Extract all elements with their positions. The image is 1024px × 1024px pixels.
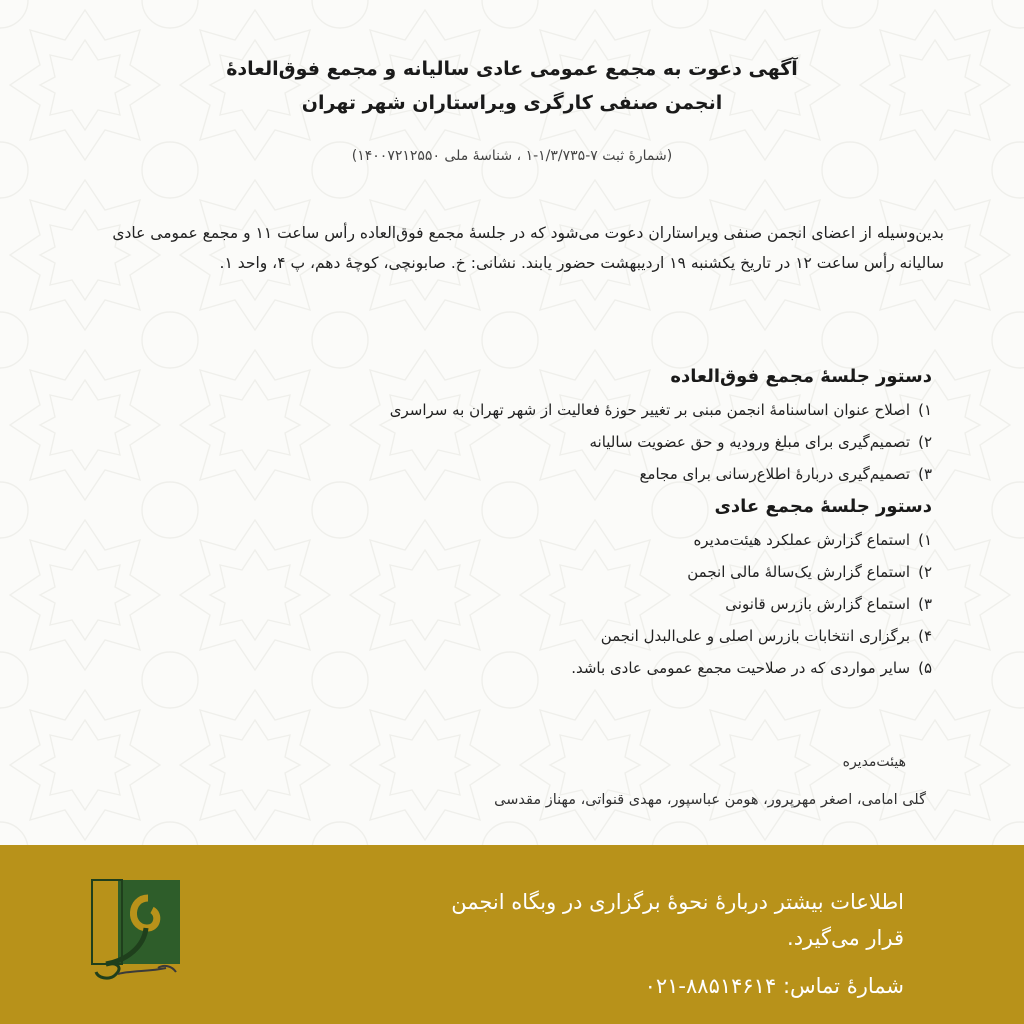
- list-item: [92, 426, 932, 458]
- item-text: تصمیم‌گیری برای مبلغ ورودیه و حق عضویت سالیانه: [589, 433, 911, 451]
- item-number: ۴): [918, 627, 932, 645]
- extraordinary-agenda-heading: دستور جلسهٔ مجمع فوق‌العاده: [670, 366, 932, 387]
- footer-info-line-2: قرار می‌گیرد.: [787, 926, 904, 950]
- title-line-2: انجمن صنفی کارگری ویراستاران شهر تهران: [301, 92, 723, 114]
- notice-title: [0, 52, 1024, 120]
- ordinary-agenda-list: [92, 524, 932, 684]
- item-text: تصمیم‌گیری دربارهٔ اطلاع‌رسانی برای مجامع: [639, 465, 911, 483]
- list-item: [92, 458, 932, 490]
- list-item: [92, 556, 932, 588]
- ordinary-agenda-heading: دستور جلسهٔ مجمع عادی: [714, 496, 932, 517]
- item-text: استماع گزارش یک‌سالهٔ مالی انجمن: [687, 563, 911, 581]
- phone-label: شمارهٔ تماس:: [782, 974, 904, 998]
- item-number: ۳): [918, 465, 932, 483]
- extraordinary-agenda-list: [92, 394, 932, 490]
- list-item: [92, 652, 932, 684]
- item-number: ۲): [918, 563, 932, 581]
- item-number: ۱): [918, 401, 932, 419]
- item-number: ۱): [918, 531, 932, 549]
- agenda: [92, 360, 932, 684]
- item-text: استماع گزارش بازرس قانونی: [725, 595, 911, 613]
- item-text: اصلاح عنوان اساسنامهٔ انجمن مبنی بر تغییر حوزهٔ فعالیت از شهر تهران به سراسری: [389, 401, 911, 419]
- board-members: گلی امامی، اصغر مهرپرور، هومن عباسپور، مهدی قنواتی، مهناز مقدسی: [494, 792, 926, 808]
- board-title: هیئت‌مدیره: [842, 754, 906, 770]
- phone-number: ۰۲۱-۸۸۵۱۴۶۱۴: [644, 974, 777, 998]
- list-item: [92, 524, 932, 556]
- item-number: ۵): [918, 659, 932, 677]
- list-item: [92, 588, 932, 620]
- footer-info: [304, 884, 904, 1004]
- list-item: [92, 620, 932, 652]
- footer-info-line-1: اطلاعات بیشتر دربارهٔ نحوهٔ برگزاری در وبگاه انجمن: [451, 890, 904, 914]
- intro-paragraph: بدین‌وسیله از اعضای انجمن صنفی ویراستاران دعوت می‌شود که در جلسهٔ مجمع فوق‌العاده رأس ساعت ۱۱ و مجمع عمومی عادی سالیانه رأس ساعت ۱۲ در تاریخ یکشنبه ۱۹ اردیبهشت حضور یابند. نشانی: خ. صابونچی، کوچهٔ دهم، پ ۴، واحد ۱.: [112, 224, 944, 272]
- list-item: [92, 394, 932, 426]
- item-number: ۳): [918, 595, 932, 613]
- item-text: سایر مواردی که در صلاحیت مجمع عمومی عادی باشد.: [571, 659, 911, 677]
- title-line-1: آگهی دعوت به مجمع عمومی عادی سالیانه و مجمع فوق‌العادهٔ: [226, 58, 798, 80]
- item-number: ۲): [918, 433, 932, 451]
- registration-info: (شمارهٔ ثبت ۷-۱/۳/۷۳۵-۱ ، شناسهٔ ملی ۱۴۰۰۷۲۱۲۵۵۰): [351, 148, 673, 164]
- association-logo-icon: [88, 876, 188, 986]
- contact-phone: [304, 968, 904, 1004]
- item-text: برگزاری انتخابات بازرس اصلی و علی‌البدل انجمن: [600, 627, 911, 645]
- item-text: استماع گزارش عملکرد هیئت‌مدیره: [693, 531, 911, 549]
